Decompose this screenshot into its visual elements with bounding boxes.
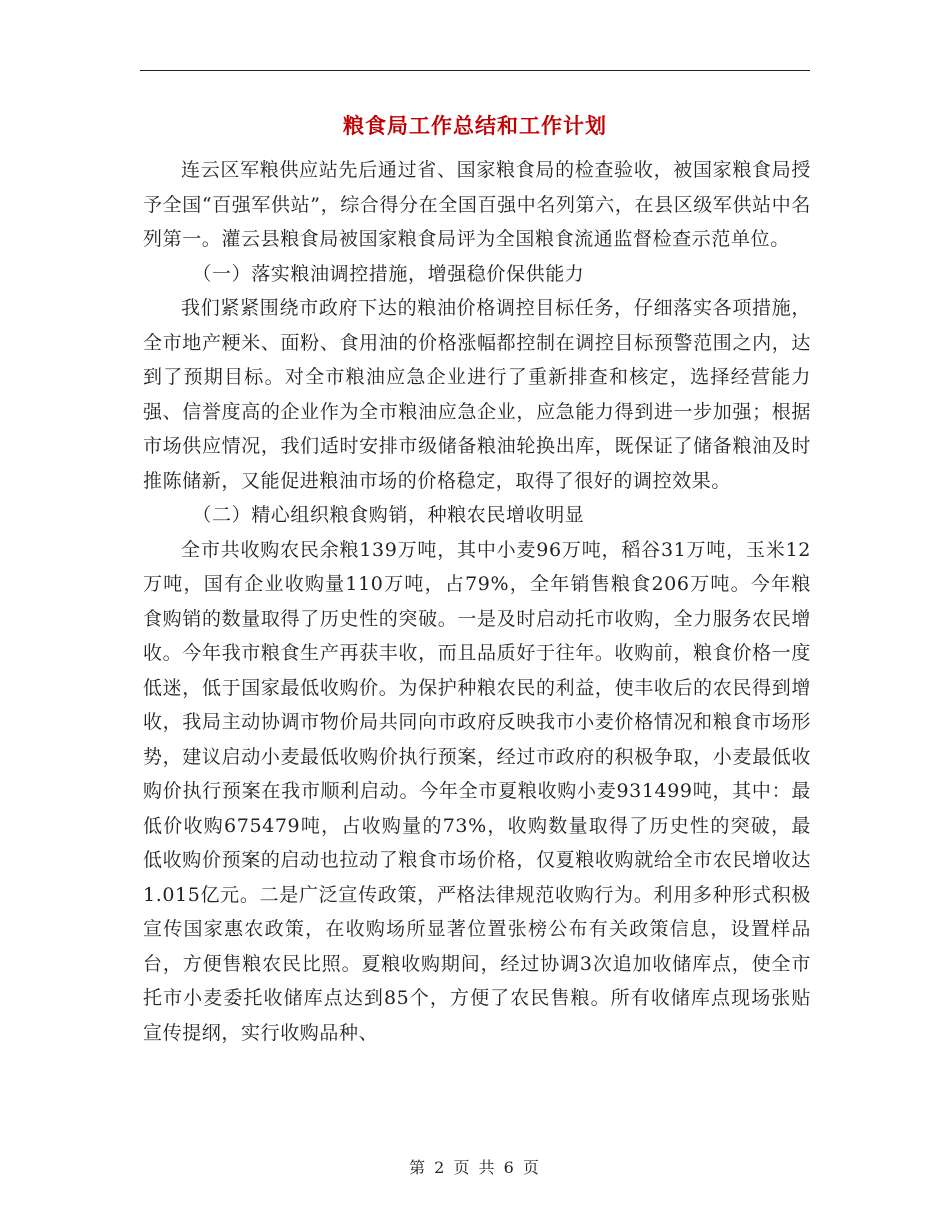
section-heading-2: （二）精心组织粮食购销，种粮农民增收明显 — [192, 504, 585, 526]
document-title: 粮食局工作总结和工作计划 — [343, 114, 607, 138]
document-body — [143, 153, 811, 1050]
page-footer: 第 2 页 共 6 页 — [409, 1158, 541, 1177]
paragraph-intro: 连云区军粮供应站先后通过省、国家粮食局的检查验收，被国家粮食局授予全国“百强军供站”，综合得分在全国百强中名列第六，在县区级军供站中名列第一。灌云县粮食局被国家粮食局评为全国粮食流通监督检查示范单位。 — [143, 159, 811, 250]
paragraph-section-2: 全市共收购农民余粮139万吨，其中小麦96万吨，稻谷31万吨，玉米12万吨，国有企业收购量110万吨，占79%，全年销售粮食206万吨。今年粮食购销的数量取得了历史性的突破。一是及时启动托市收购，全力服务农民增收。今年我市粮食生产再获丰收，而且品质好于往年。收购前，粮食价格一度低迷，低于国家最低收购价。为保护种粮农民的利益，使丰收后的农民得到增收，我局主动协调市物价局共同向市政府反映我市小麦价格情况和粮食市场形势，建议启动小麦最低收购价执行预案，经过市政府的积极争取，小麦最低收购价执行预案在我市顺利启动。今年全市夏粮收购小麦931499吨，其中：最低价收购675479吨，占收购量的73%，收购数量取得了历史性的突破，最低收购价预案的启动也拉动了粮食市场价格，仅夏粮收购就给全市农民增收达1.015亿元。二是广泛宣传政策，严格法律规范收购行为。利用多种形式积极宣传国家惠农政策，在收购场所显著位置张榜公布有关政策信息，设置样品台，方便售粮农民比照。夏粮收购期间，经过协调3次追加收储库点，使全市托市小麦委托收储库点达到85个，方便了农民售粮。所有收储库点现场张贴宣传提纲，实行收购品种、 — [143, 538, 811, 1044]
section-heading-1: （一）落实粮油调控措施，增强稳价保供能力 — [192, 262, 585, 285]
paragraph-section-1: 我们紧紧围绕市政府下达的粮油价格调控目标任务，仔细落实各项措施，全市地产粳米、面粉、食用油的价格涨幅都控制在调控目标预警范围之内，达到了预期目标。对全市粮油应急企业进行了重新排查和核定，选择经营能力强、信誉度高的企业作为全市粮油应急企业，应急能力得到进一步加强；根据市场供应情况，我们适时安排市级储备粮油轮换出库，既保证了储备粮油及时推陈储新，又能促进粮油市场的价格稳定，取得了很好的调控效果。 — [143, 297, 811, 492]
header-rule — [140, 70, 810, 71]
